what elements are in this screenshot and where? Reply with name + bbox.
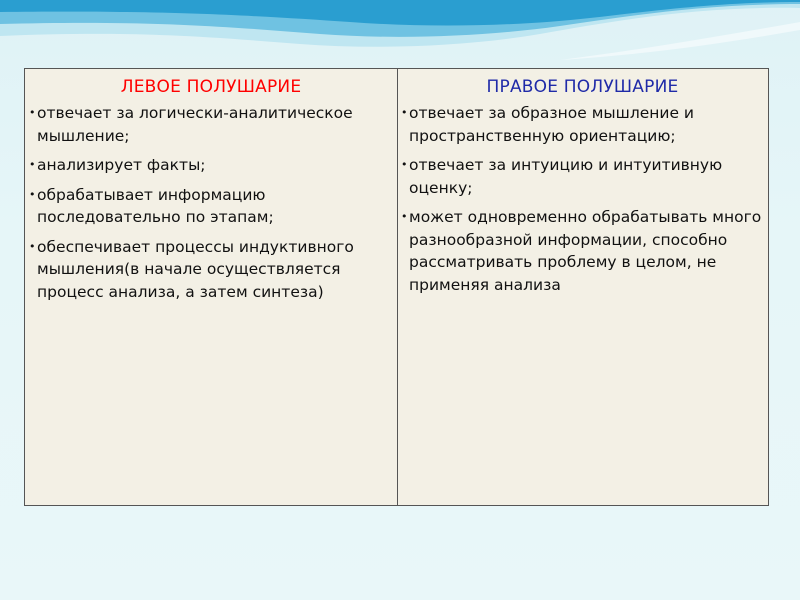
right-hemisphere-title: ПРАВОЕ ПОЛУШАРИЕ bbox=[486, 77, 679, 97]
decorative-wave bbox=[0, 0, 800, 60]
list-item: • отвечает за логически-аналитическое мышление; bbox=[29, 102, 393, 147]
left-hemisphere-column bbox=[25, 69, 398, 505]
comparison-table bbox=[24, 68, 769, 506]
list-item: • отвечает за интуицию и интуитивную оценку; bbox=[401, 154, 764, 199]
list-item: • анализирует факты; bbox=[29, 154, 393, 177]
list-item: • может одновременно обрабатывать много разнообразной информации, способно рассматривать проблему в целом, не применяя анализа bbox=[401, 206, 764, 296]
right-hemisphere-column bbox=[398, 69, 768, 505]
list-item: • отвечает за образное мышление и пространственную ориентацию; bbox=[401, 102, 764, 147]
left-hemisphere-title: ЛЕВОЕ ПОЛУШАРИЕ bbox=[120, 77, 302, 97]
right-hemisphere-list bbox=[401, 102, 764, 296]
left-hemisphere-list bbox=[29, 102, 393, 303]
list-item: • обрабатывает информацию последовательно по этапам; bbox=[29, 184, 393, 229]
list-item: • обеспечивает процессы индуктивного мышления(в начале осуществляется процесс анализа, а затем синтеза) bbox=[29, 236, 393, 304]
